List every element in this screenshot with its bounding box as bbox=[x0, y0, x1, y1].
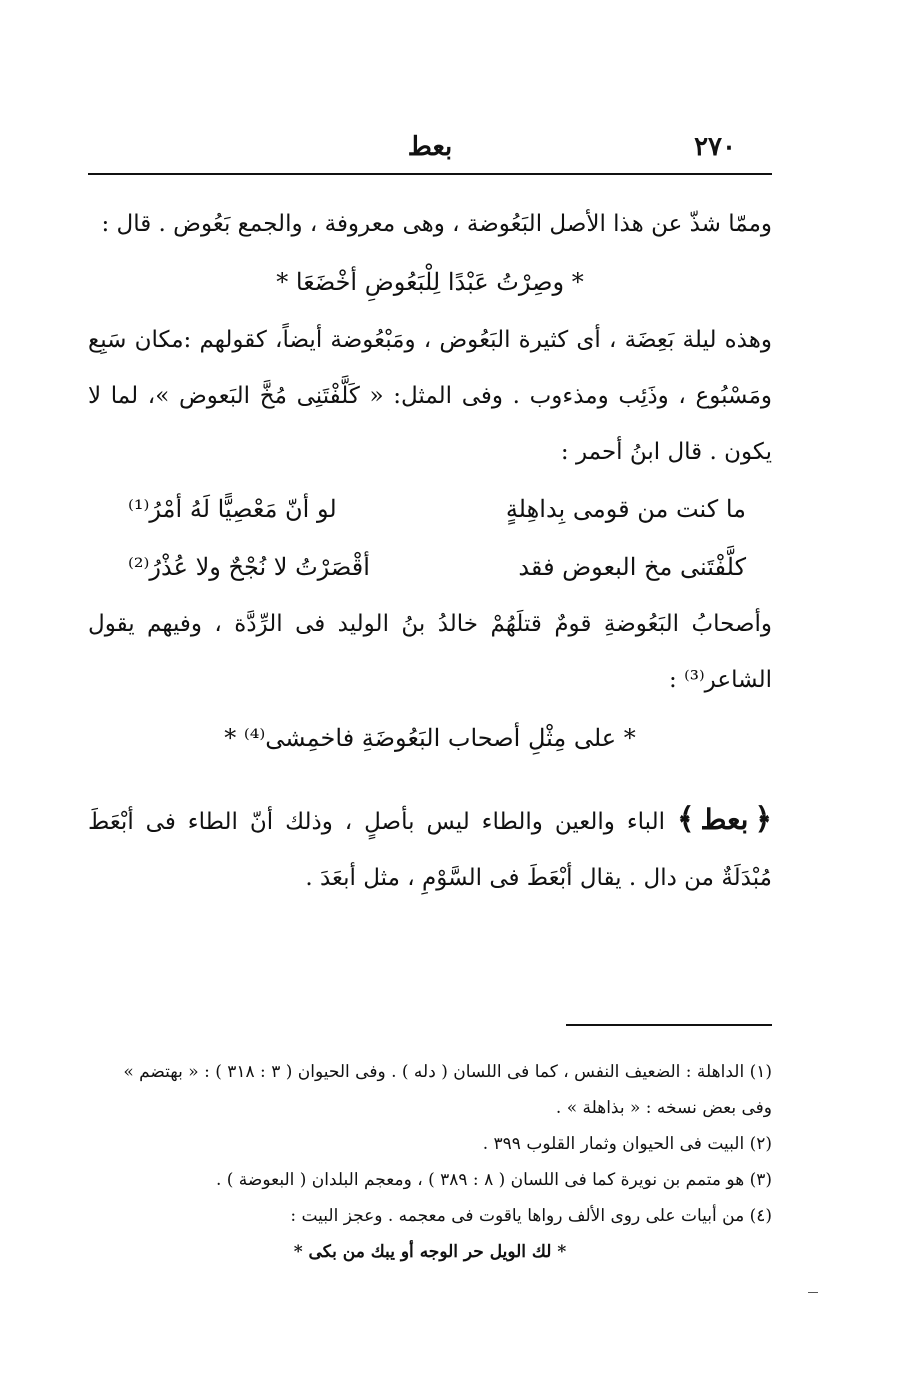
couplet-1 bbox=[128, 480, 746, 538]
couplet-2-first-hemistich: كلَّفْتَنى مخ البعوض فقد bbox=[518, 553, 746, 581]
headword-open-bracket: ﴿ bbox=[754, 802, 773, 837]
main-text bbox=[88, 196, 772, 768]
margin-mark bbox=[808, 1292, 818, 1293]
entry-headword: بعط bbox=[700, 803, 749, 836]
couplet-1-first-hemistich: ما كنت من قومى بِداهِلةٍ bbox=[505, 495, 746, 523]
footnote-3: (٣) هو متمم بن نويرة كما فى اللسان ( ٨ : ٣٨٩ ) ، ومعجم البلدان ( البعوضة ) . bbox=[215, 1170, 772, 1190]
footnote-1-continued: وفى بعض نسخه : « بذاهلة » . bbox=[555, 1098, 772, 1118]
headword-close-bracket: ﴾ bbox=[676, 802, 695, 837]
footnote-rule bbox=[566, 1024, 772, 1026]
entry-text: الباء والعين والطاء ليس بأصلٍ ، وذلك أنّ الطاء فى أبْعَطَ مُبْدَلَةٌ من دال . يقال أبْعَطَ فى السَّوْمِ ، مثل أبعَدَ . bbox=[88, 809, 772, 891]
footnote-1: (١) الداهلة : الضعيف النفس ، كما فى اللسان ( دله ) . وفى الحيوان ( ٣ : ٣١٨ ) : « بهتضم » bbox=[123, 1062, 772, 1082]
paragraph-3: وأصحابُ البَعُوضةِ قومٌ قتلَهُمْ خالدُ بنُ الوليد فى الرِّدَّة ، وفيهم يقول الشاعر⁽³⁾ : bbox=[88, 611, 772, 693]
paragraph-2: وهذه ليلة بَعِضَة ، أى كثيرة البَعُوض ، ومَبْعُوضة أيضاً، كقولهم :مكان سَبِع ومَسْبُوع ، وذَئِب ومذءوب . وفى المثل: « كَلَّفْتَنِى مُخَّ البَعوض »، لما لا يكون . قال ابنُ أحمر : bbox=[88, 327, 772, 465]
verse-line-1: * وصِرْتُ عَبْدًا لِلْبَعُوضِ أخْضَعَا * bbox=[276, 268, 584, 296]
couplet-1-second-hemistich: لو أنّ مَعْصِيًّا لَهُ أمْرُ⁽¹⁾ bbox=[128, 495, 337, 523]
dictionary-entry bbox=[88, 792, 772, 906]
page-header bbox=[88, 126, 772, 170]
footnote-2: (٢) البيت فى الحيوان وثمار القلوب ٣٩٩ . bbox=[482, 1134, 772, 1154]
verse-line-2: * على مِثْلِ أصحاب البَعُوضَةِ فاخمِشى⁽⁴⁾ * bbox=[224, 724, 636, 752]
header-rule bbox=[88, 173, 772, 175]
footnote-4-verse: * لك الويل حر الوجه أو يبك من بكى * bbox=[293, 1242, 567, 1262]
running-head: بعط bbox=[407, 132, 453, 162]
footnotes bbox=[88, 1054, 772, 1270]
paragraph-1: وممّا شذّ عن هذا الأصل البَعُوضة ، وهى معروفة ، والجمع بَعُوض . قال : bbox=[101, 211, 772, 237]
couplet-2 bbox=[128, 538, 746, 596]
couplet-2-second-hemistich: أقْصَرْتُ لا نُجْحٌ ولا عُذْرُ⁽²⁾ bbox=[128, 553, 370, 581]
footnote-4: (٤) من أبيات على روى الألف رواها ياقوت فى معجمه . وعجز البيت : bbox=[290, 1206, 772, 1226]
page-number: ٢٧٠ bbox=[694, 132, 736, 162]
